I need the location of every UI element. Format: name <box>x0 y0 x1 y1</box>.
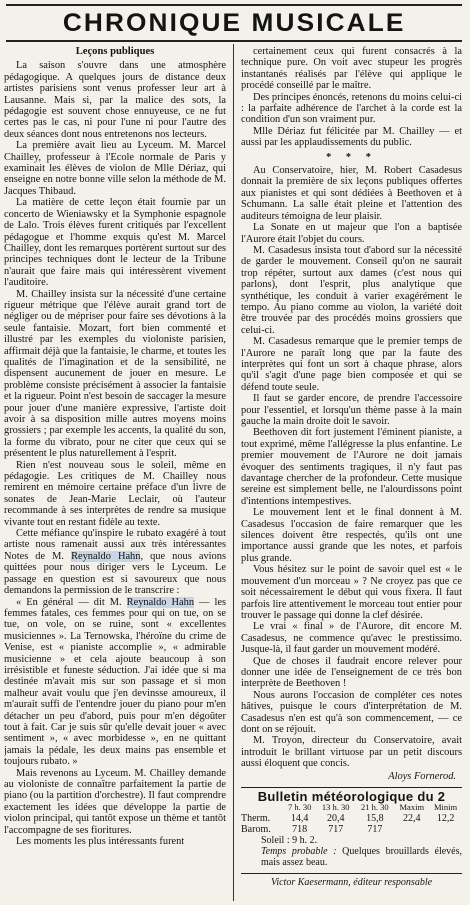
table-row <box>241 824 462 835</box>
weather-row-label: Barom. <box>241 824 271 836</box>
weather-cell: 717 <box>367 824 383 836</box>
weather-column-header: 21 h. 30 <box>361 802 389 813</box>
right-column <box>241 46 462 901</box>
article-paragraph: Le vrai « final » de l'Aurore, dit encore M. Casadesus, ne commence qu'avec le prestissimo. Jusque-là, il faut garder un mouvement modéré. <box>241 621 462 656</box>
bulletin-top-rule <box>241 787 462 788</box>
article-paragraph: « En général — dit M. Reynaldo Hahn — les femmes fatales, ces femmes pour qui on tue, on se tue, on vole, on se ruine, sont « excellentes musiciennes ». La Ternowska, l'héroïne du crime de Venise, est « pianiste accomplie », « admirable musicienne » et cela ajoute beaucoup à son irrésistible et funeste séduction. J'ai idée que si ma destinée m'avait mis sur son passage et si mon malheur avait voulu que j'en devinsse amoureux, il m'aurait suffi de l'entendre jouer du piano pour m'en détacher un peu d'abord, puis pour m'en dégoûter tout à fait. Car je suis sûr qu'elle devait jouer « avec sentiment », « avec morbidesse », en ne quittant jamais la pédale, les deux mains pas ensemble et toujours rubato. » <box>4 596 226 768</box>
article-paragraph: La matière de cette leçon était fournie par un concerto de Wieniawsky et la Symphonie espagnole de Lalo. Trois élèves furent critiqués par l'excellent pédagogue et l'homme exquis qu'est M. Marcel Chailley, dont les remarques portèrent surtout sur des principes techniques dont le lecteur de la Tribune n'aurait que faire mais qui intéressèrent vivement l'auditoire. <box>4 197 226 289</box>
weather-table <box>241 802 462 835</box>
article-paragraph: Au Conservatoire, hier, M. Robert Casadesus donnait la première de six leçons publiques offertes aux pianistes et qui sont dédiées à Beethoven et à Schumann. La salle était pleine et l'attention des auditeurs témoigna de leur plaisir. <box>241 165 462 222</box>
weather-cell: 718 <box>292 824 308 836</box>
weather-column-header: 7 h. 30 <box>287 802 312 813</box>
masthead <box>6 4 462 42</box>
article-paragraph: M. Casadesus insista tout d'abord sur la nécessité de garder le mouvement. Conseil qu'on ne saurait trop répéter, surtout aux dames (c'est nous qui parlons), dont l'esprit, plus analytique que synthétique, les conduit à varier exagérément le tempo. Au piano comme au violon, la variété doit être trouvée par des procédés moins grossiers que celui-ci. <box>241 244 462 336</box>
left-paragraphs <box>4 60 226 847</box>
weather-cell <box>394 824 429 835</box>
article-paragraph: La première avait lieu au Lyceum. M. Marcel Chailley, professeur à l'Ecole normale de Paris y examinait les élèves de violon de Mlle Dériaz, qui enseigne en notre bonne ville selon la méthode de M. Jacques Thibaud. <box>4 140 226 197</box>
publisher-footer: Victor Kaesermann, éditeur responsable <box>270 877 433 889</box>
left-column <box>4 46 226 901</box>
weather-header-blank <box>241 802 283 813</box>
weather-cell: 15,8 <box>366 813 384 825</box>
weather-cell: 717 <box>328 824 344 836</box>
article-paragraph: M. Troyon, directeur du Conservatoire, avait introduit le brillant virtuose par un petit discours aussi éloquent que concis. <box>241 735 462 770</box>
article-paragraph: Nous aurons l'occasion de compléter ces notes hâtives, puisque le cours d'interprétation de M. Casadesus n'en est qu'à son commencement, — ce dont on se réjouit. <box>241 689 462 735</box>
article-paragraph: La saison s'ouvre dans une atmosphère pédagogique. A quelques jours de distance deux artistes parisiens sont venus professer leur art à Lausanne. Mais si, par la malice des sots, la pédagogie est souvent chose ennuyeuse, ce ne fut certes pas le cas, ni pour l'une ni pour l'autre des deux séances dont nous entretenons nos lecteurs. <box>4 60 226 140</box>
weather-cell: 22,4 <box>403 813 421 825</box>
sunrise-line: Soleil : 9 h. 2. <box>261 835 318 847</box>
article-paragraph: M. Casadesus remarque que le premier temps de l'Aurore ne paraît long que par la faute des interprètes qui font un sort à chaque phrase, alors qu'il s'agit d'une page bien composée et qui se défend toute seule. <box>241 336 462 393</box>
author-signature: Aloys Fornerod. <box>388 770 456 782</box>
weather-row-label: Therm. <box>241 813 271 825</box>
weather-column-header: Minim <box>434 802 458 813</box>
article-paragraph: M. Chailley insista sur la nécessité d'une certaine rigueur métrique que l'élève aurait grand tort de négliger ou de mépriser pour faire ses dévotions à la seule fantaisie. Mozart, fort bien commenté et illustré par les exemples du violoniste parisien, affirmait déjà que la fantaisie, le charme, et toutes les qualités de l'imagination et de la sensibilité, ne dispensent aucunement de jouer en mesure. Le problème consiste précisément à associer la fantaisie et la rigueur. Point n'est besoin de saccager la mesure pour jouer d'une manière expressive, l'artiste doit avoir à sa disposition mille autres moyens moins grossiers ; par exemple les accents, la qualité du son, la forme du vibrato, pour ne citer que ceux qui se présentent le plus naturellement à l'esprit. <box>4 288 226 460</box>
forecast-line <box>241 846 462 868</box>
article-paragraph: Que de choses il faudrait encore relever pour donner une idée de l'enseignement de ce très bon interprète de Beethoven ! <box>241 655 462 690</box>
weather-column-header: 13 h. 30 <box>321 802 350 813</box>
highlighted-name: Reynaldo Hahn <box>126 596 195 608</box>
article-paragraph: La Sonate en ut majeur que l'on a baptisée l'Aurore était l'objet du cours. <box>241 222 462 245</box>
bulletin-title: Bulletin météorologique du 2 <box>257 789 446 804</box>
forecast-text: Quelques brouillards élevés, mais assez beau. <box>261 846 462 869</box>
weather-cell: 14,4 <box>290 813 309 825</box>
article-paragraph: Beethoven dit fort justement l'éminent pianiste, a tout exprimé, même l'allégresse la plus enfantine. Le premier mouvement de l'Aurore ne doit jamais évoquer des sentiments tragiques, il n'y faut pas davantage chercher de la profondeur. Cette musique sereine est simplement belle, ne l'alourdissons point d'intentions intempestives. <box>241 427 462 507</box>
right-paragraphs-a <box>241 46 462 149</box>
footer-rule <box>241 873 462 874</box>
weather-cell <box>429 824 462 835</box>
weather-cell: 12,2 <box>436 813 455 825</box>
table-row <box>241 813 462 824</box>
article-paragraph: Cette méfiance qu'inspire le rubato exagéré à tout artiste nous ramenait aussi aux très intéressantes Notes de M. Reynaldo Hahn, que nous avions quittées pour nous diriger vers le Lyceum. Le passage en question est si savoureux que nous demandons la permission de le transcrire : <box>4 528 226 597</box>
section-heading: Leçons publiques <box>75 46 155 57</box>
article-paragraph: certainement ceux qui furent consacrés à la technique pure. On voit avec stupeur les progrès instantanés réalisés par l'élève qui applique le procédé conseillé par le maître. <box>241 46 462 92</box>
weather-bulletin <box>241 791 462 868</box>
weather-table-body <box>241 813 462 835</box>
article-paragraph: Des principes énoncés, retenons du moins celui-ci : la parfaite adhérence de l'archet à la corde est la condition d'un son vraiment pur. <box>241 91 462 126</box>
article-paragraph: Le mouvement lent et le final donnent à M. Casadesus l'occasion de faire remarquer que les silences doivent être respectés, qu'ils ont une importance aussi grande que les notes, et parfois plus grande. <box>241 507 462 564</box>
column-divider <box>233 44 234 901</box>
article-paragraph: Les moments les plus intéressants furent <box>16 836 185 848</box>
article-paragraph: Vous hésitez sur le point de savoir quel est « le mouvement d'un morceau » ? Ne croyez pas que ce soit nécessairement le début qui vous fixera. Il faut parfois lire attentivement le morceau tout entier pour trouver le passage qui donne la clef désirée. <box>241 564 462 621</box>
page-title: CHRONIQUE MUSICALE <box>62 8 406 37</box>
weather-table-header <box>241 802 462 813</box>
right-paragraphs-b <box>241 165 462 770</box>
highlighted-name: Reynaldo Hahn <box>71 550 141 562</box>
weather-column-header: Maxim <box>399 802 425 813</box>
article-paragraph: Mlle Dériaz fut félicitée par M. Chailley — et aussi par les applaudissements du public. <box>241 125 462 149</box>
section-separator-stars: * * * <box>326 151 377 163</box>
article-paragraph: Rien n'est nouveau sous le soleil, même en pédagogie. Les critiques de M. Chailley nous remirent en mémoire certaine préface d'un livre de sonates de Jean-Marie Leclair, où l'auteur recommande à ses interprètes de rendre sa musique vivante tout en restant fidèle au texte. <box>4 459 226 528</box>
article-paragraph: Il faut se garder encore, de prendre l'accessoire pour l'essentiel, et lorsqu'un thème passe à la main gauche la main droite doit le savoir. <box>241 393 462 427</box>
forecast-label: Temps probable : <box>261 846 337 858</box>
weather-cell: 20,4 <box>326 813 345 825</box>
article-paragraph: Mais revenons au Lyceum. M. Chailley demande au violoniste de connaître parfaitement la partie de piano (ou la partition d'orchestre). Il faut comprendre exactement les idées que développe la partie de violon principal, qui tantôt expose un thème et tantôt l'accompagne de ses fioritures. <box>4 767 226 836</box>
